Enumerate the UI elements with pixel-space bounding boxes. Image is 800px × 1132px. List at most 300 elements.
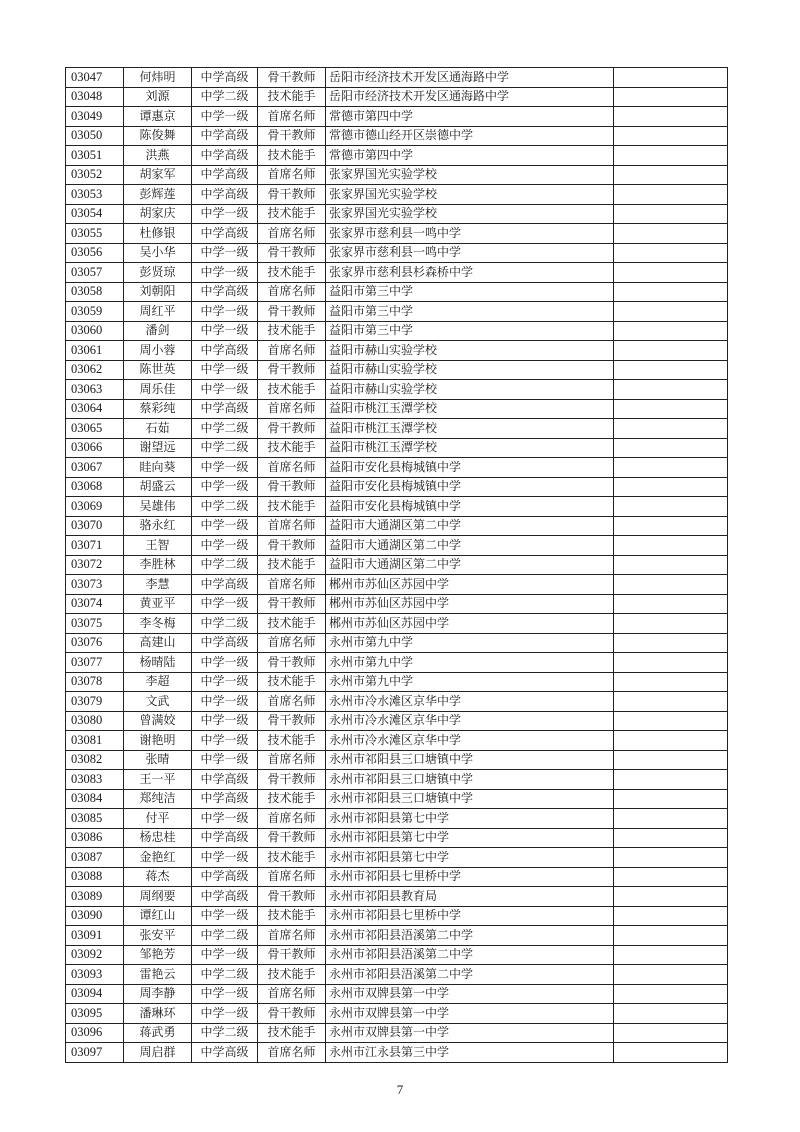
title-level: 中学一级 [192,692,258,712]
remark-cell [614,477,728,497]
remark-cell [614,87,728,107]
table-row [66,438,728,458]
school-name: 永州市第九中学 [326,653,614,673]
honor-category: 首席名师 [258,575,326,595]
table-row [66,360,728,380]
title-level: 中学一级 [192,380,258,400]
school-name: 永州市第九中学 [326,672,614,692]
table-row [66,906,728,926]
entry-number: 03095 [66,1004,124,1024]
table-row [66,1023,728,1043]
school-name: 永州市祁阳县三口塘镇中学 [326,770,614,790]
table-row [66,614,728,634]
title-level: 中学一级 [192,809,258,829]
table-row [66,516,728,536]
honor-category: 技术能手 [258,321,326,341]
school-name: 益阳市大通湖区第二中学 [326,516,614,536]
entry-number: 03097 [66,1043,124,1063]
honor-category: 首席名师 [258,1043,326,1063]
title-level: 中学一级 [192,848,258,868]
school-name: 岳阳市经济技术开发区通海路中学 [326,68,614,88]
teacher-name: 陈世英 [124,360,192,380]
school-name: 常德市德山经开区崇德中学 [326,126,614,146]
table-row [66,770,728,790]
teacher-name: 谭红山 [124,906,192,926]
title-level: 中学高级 [192,867,258,887]
entry-number: 03065 [66,419,124,439]
honor-category: 技术能手 [258,438,326,458]
table-row [66,302,728,322]
teacher-name: 张晴 [124,750,192,770]
teacher-name: 谢望远 [124,438,192,458]
entry-number: 03053 [66,185,124,205]
teacher-name: 潘剑 [124,321,192,341]
remark-cell [614,594,728,614]
school-name: 永州市祁阳县浯溪第二中学 [326,926,614,946]
teacher-name: 李超 [124,672,192,692]
honor-category: 首席名师 [258,458,326,478]
entry-number: 03091 [66,926,124,946]
table-row [66,965,728,985]
teacher-name: 金艳红 [124,848,192,868]
honor-category: 骨干教师 [258,594,326,614]
honor-category: 骨干教师 [258,477,326,497]
school-name: 永州市双牌县第一中学 [326,1004,614,1024]
school-name: 益阳市安化县梅城镇中学 [326,477,614,497]
title-level: 中学高级 [192,282,258,302]
teacher-name: 邹艳芳 [124,945,192,965]
honor-category: 骨干教师 [258,302,326,322]
honor-category: 技术能手 [258,497,326,517]
remark-cell [614,828,728,848]
table-row [66,945,728,965]
table-row [66,633,728,653]
entry-number: 03050 [66,126,124,146]
remark-cell [614,399,728,419]
teacher-name: 高建山 [124,633,192,653]
remark-cell [614,633,728,653]
teacher-name: 杨忠桂 [124,828,192,848]
entry-number: 03055 [66,224,124,244]
title-level: 中学高级 [192,828,258,848]
teacher-name: 周红平 [124,302,192,322]
entry-number: 03058 [66,282,124,302]
remark-cell [614,848,728,868]
title-level: 中学一级 [192,302,258,322]
school-name: 永州市冷水滩区京华中学 [326,692,614,712]
school-name: 益阳市安化县梅城镇中学 [326,497,614,517]
remark-cell [614,575,728,595]
school-name: 张家界市慈利县一鸣中学 [326,224,614,244]
entry-number: 03078 [66,672,124,692]
title-level: 中学高级 [192,165,258,185]
school-name: 益阳市赫山实验学校 [326,360,614,380]
page-number: 7 [396,1082,404,1097]
table-row [66,848,728,868]
teacher-name: 曾满姣 [124,711,192,731]
title-level: 中学高级 [192,770,258,790]
teacher-name: 李胜林 [124,555,192,575]
teacher-name: 王一平 [124,770,192,790]
teacher-name: 王智 [124,536,192,556]
honor-category: 技术能手 [258,848,326,868]
remark-cell [614,809,728,829]
table-row [66,867,728,887]
table-row [66,107,728,127]
remark-cell [614,107,728,127]
teacher-name: 周纲要 [124,887,192,907]
honor-category: 技术能手 [258,146,326,166]
entry-number: 03082 [66,750,124,770]
entry-number: 03052 [66,165,124,185]
teacher-name: 李冬梅 [124,614,192,634]
school-name: 张家界市慈利县杉森桥中学 [326,263,614,283]
teacher-name: 洪燕 [124,146,192,166]
school-name: 永州市祁阳县三口塘镇中学 [326,750,614,770]
table-row [66,575,728,595]
honor-category: 技术能手 [258,906,326,926]
teacher-name: 何炜明 [124,68,192,88]
title-level: 中学一级 [192,536,258,556]
honor-category: 骨干教师 [258,185,326,205]
remark-cell [614,282,728,302]
school-name: 永州市祁阳县第七中学 [326,809,614,829]
title-level: 中学高级 [192,341,258,361]
entry-number: 03060 [66,321,124,341]
remark-cell [614,302,728,322]
honor-category: 骨干教师 [258,419,326,439]
school-name: 永州市祁阳县七里桥中学 [326,906,614,926]
teacher-name: 李慧 [124,575,192,595]
honor-category: 骨干教师 [258,68,326,88]
teacher-name: 蒋杰 [124,867,192,887]
honor-category: 首席名师 [258,224,326,244]
school-name: 张家界国光实验学校 [326,165,614,185]
honor-category: 首席名师 [258,926,326,946]
title-level: 中学高级 [192,575,258,595]
teacher-roster-table [65,67,728,1063]
table-row [66,926,728,946]
entry-number: 03096 [66,1023,124,1043]
teacher-name: 谢艳明 [124,731,192,751]
school-name: 常德市第四中学 [326,107,614,127]
title-level: 中学高级 [192,633,258,653]
table-row [66,165,728,185]
table-row [66,711,728,731]
remark-cell [614,750,728,770]
title-level: 中学二级 [192,926,258,946]
teacher-name: 文武 [124,692,192,712]
school-name: 益阳市第三中学 [326,321,614,341]
title-level: 中学二级 [192,1023,258,1043]
entry-number: 03057 [66,263,124,283]
entry-number: 03076 [66,633,124,653]
entry-number: 03070 [66,516,124,536]
table-row [66,477,728,497]
school-name: 益阳市大通湖区第二中学 [326,536,614,556]
table-row [66,828,728,848]
honor-category: 首席名师 [258,341,326,361]
remark-cell [614,224,728,244]
remark-cell [614,711,728,731]
title-level: 中学一级 [192,516,258,536]
entry-number: 03089 [66,887,124,907]
honor-category: 技术能手 [258,204,326,224]
teacher-name: 吴小华 [124,243,192,263]
title-level: 中学一级 [192,594,258,614]
remark-cell [614,321,728,341]
remark-cell [614,458,728,478]
table-row [66,731,728,751]
entry-number: 03048 [66,87,124,107]
title-level: 中学一级 [192,1004,258,1024]
school-name: 益阳市大通湖区第二中学 [326,555,614,575]
title-level: 中学高级 [192,126,258,146]
entry-number: 03073 [66,575,124,595]
title-level: 中学高级 [192,789,258,809]
entry-number: 03079 [66,692,124,712]
teacher-name: 彭辉莲 [124,185,192,205]
school-name: 永州市祁阳县浯溪第二中学 [326,945,614,965]
title-level: 中学一级 [192,750,258,770]
remark-cell [614,926,728,946]
entry-number: 03072 [66,555,124,575]
entry-number: 03066 [66,438,124,458]
title-level: 中学高级 [192,185,258,205]
entry-number: 03075 [66,614,124,634]
honor-category: 首席名师 [258,516,326,536]
honor-category: 首席名师 [258,633,326,653]
school-name: 永州市祁阳县教育局 [326,887,614,907]
title-level: 中学一级 [192,945,258,965]
teacher-name: 周乐佳 [124,380,192,400]
remark-cell [614,243,728,263]
title-level: 中学一级 [192,672,258,692]
teacher-name: 谭惠京 [124,107,192,127]
entry-number: 03051 [66,146,124,166]
school-name: 益阳市安化县梅城镇中学 [326,458,614,478]
title-level: 中学一级 [192,731,258,751]
title-level: 中学一级 [192,360,258,380]
remark-cell [614,536,728,556]
school-name: 张家界国光实验学校 [326,185,614,205]
table-row [66,380,728,400]
teacher-name: 周李静 [124,984,192,1004]
remark-cell [614,672,728,692]
school-name: 常德市第四中学 [326,146,614,166]
title-level: 中学高级 [192,1043,258,1063]
honor-category: 技术能手 [258,614,326,634]
honor-category: 技术能手 [258,672,326,692]
remark-cell [614,887,728,907]
title-level: 中学一级 [192,107,258,127]
remark-cell [614,263,728,283]
remark-cell [614,1043,728,1063]
entry-number: 03086 [66,828,124,848]
title-level: 中学二级 [192,555,258,575]
school-name: 岳阳市经济技术开发区通海路中学 [326,87,614,107]
table-row [66,341,728,361]
entry-number: 03068 [66,477,124,497]
teacher-name: 胡盛云 [124,477,192,497]
honor-category: 技术能手 [258,965,326,985]
honor-category: 骨干教师 [258,828,326,848]
table-row [66,555,728,575]
school-name: 永州市双牌县第一中学 [326,1023,614,1043]
table-row [66,458,728,478]
table-row [66,750,728,770]
school-name: 永州市祁阳县第七中学 [326,848,614,868]
school-name: 永州市双牌县第一中学 [326,984,614,1004]
table-row [66,497,728,517]
school-name: 张家界国光实验学校 [326,204,614,224]
entry-number: 03094 [66,984,124,1004]
table-row [66,594,728,614]
entry-number: 03059 [66,302,124,322]
school-name: 益阳市桃江玉潭学校 [326,419,614,439]
honor-category: 首席名师 [258,809,326,829]
table-row [66,224,728,244]
honor-category: 首席名师 [258,399,326,419]
honor-category: 首席名师 [258,107,326,127]
school-name: 永州市祁阳县七里桥中学 [326,867,614,887]
honor-category: 技术能手 [258,87,326,107]
remark-cell [614,497,728,517]
roster-body [66,68,728,1063]
title-level: 中学一级 [192,477,258,497]
title-level: 中学一级 [192,984,258,1004]
school-name: 永州市江永县第三中学 [326,1043,614,1063]
table-row [66,146,728,166]
school-name: 益阳市桃江玉潭学校 [326,438,614,458]
school-name: 永州市冷水滩区京华中学 [326,731,614,751]
table-row [66,243,728,263]
entry-number: 03062 [66,360,124,380]
remark-cell [614,68,728,88]
remark-cell [614,204,728,224]
table-row [66,87,728,107]
title-level: 中学一级 [192,321,258,341]
entry-number: 03067 [66,458,124,478]
teacher-name: 刘朝阳 [124,282,192,302]
school-name: 张家界市慈利县一鸣中学 [326,243,614,263]
school-name: 益阳市赫山实验学校 [326,380,614,400]
title-level: 中学一级 [192,653,258,673]
honor-category: 骨干教师 [258,536,326,556]
honor-category: 技术能手 [258,555,326,575]
title-level: 中学一级 [192,204,258,224]
honor-category: 技术能手 [258,1023,326,1043]
honor-category: 骨干教师 [258,887,326,907]
remark-cell [614,731,728,751]
school-name: 益阳市第三中学 [326,302,614,322]
remark-cell [614,614,728,634]
teacher-name: 眭向葵 [124,458,192,478]
title-level: 中学高级 [192,887,258,907]
table-row [66,321,728,341]
title-level: 中学二级 [192,438,258,458]
honor-category: 首席名师 [258,867,326,887]
school-name: 益阳市第三中学 [326,282,614,302]
remark-cell [614,126,728,146]
title-level: 中学一级 [192,711,258,731]
honor-category: 技术能手 [258,731,326,751]
school-name: 永州市祁阳县浯溪第二中学 [326,965,614,985]
school-name: 永州市祁阳县三口塘镇中学 [326,789,614,809]
honor-category: 首席名师 [258,165,326,185]
school-name: 永州市祁阳县第七中学 [326,828,614,848]
entry-number: 03064 [66,399,124,419]
entry-number: 03054 [66,204,124,224]
teacher-name: 彭贤琼 [124,263,192,283]
table-row [66,282,728,302]
table-row [66,809,728,829]
honor-category: 骨干教师 [258,653,326,673]
entry-number: 03074 [66,594,124,614]
school-name: 永州市第九中学 [326,633,614,653]
teacher-name: 付平 [124,809,192,829]
remark-cell [614,770,728,790]
teacher-name: 周小蓉 [124,341,192,361]
entry-number: 03087 [66,848,124,868]
school-name: 郴州市苏仙区苏园中学 [326,614,614,634]
honor-category: 骨干教师 [258,711,326,731]
teacher-name: 吴雄伟 [124,497,192,517]
title-level: 中学二级 [192,614,258,634]
teacher-name: 骆永红 [124,516,192,536]
school-name: 郴州市苏仙区苏园中学 [326,575,614,595]
table-row [66,653,728,673]
teacher-name: 蔡彩纯 [124,399,192,419]
table-row [66,536,728,556]
entry-number: 03088 [66,867,124,887]
entry-number: 03056 [66,243,124,263]
title-level: 中学二级 [192,419,258,439]
entry-number: 03084 [66,789,124,809]
title-level: 中学一级 [192,906,258,926]
school-name: 永州市冷水滩区京华中学 [326,711,614,731]
table-row [66,419,728,439]
entry-number: 03080 [66,711,124,731]
teacher-name: 石茹 [124,419,192,439]
teacher-name: 蒋武勇 [124,1023,192,1043]
table-row [66,399,728,419]
title-level: 中学二级 [192,497,258,517]
entry-number: 03049 [66,107,124,127]
remark-cell [614,653,728,673]
entry-number: 03047 [66,68,124,88]
entry-number: 03081 [66,731,124,751]
title-level: 中学一级 [192,263,258,283]
remark-cell [614,789,728,809]
teacher-name: 周启群 [124,1043,192,1063]
table-row [66,1043,728,1063]
title-level: 中学一级 [192,243,258,263]
teacher-name: 陈俊舞 [124,126,192,146]
entry-number: 03071 [66,536,124,556]
honor-category: 首席名师 [258,984,326,1004]
honor-category: 骨干教师 [258,243,326,263]
entry-number: 03061 [66,341,124,361]
teacher-name: 胡家庆 [124,204,192,224]
remark-cell [614,341,728,361]
teacher-name: 郑纯洁 [124,789,192,809]
table-row [66,204,728,224]
remark-cell [614,945,728,965]
table-row [66,185,728,205]
remark-cell [614,692,728,712]
teacher-name: 潘琳环 [124,1004,192,1024]
